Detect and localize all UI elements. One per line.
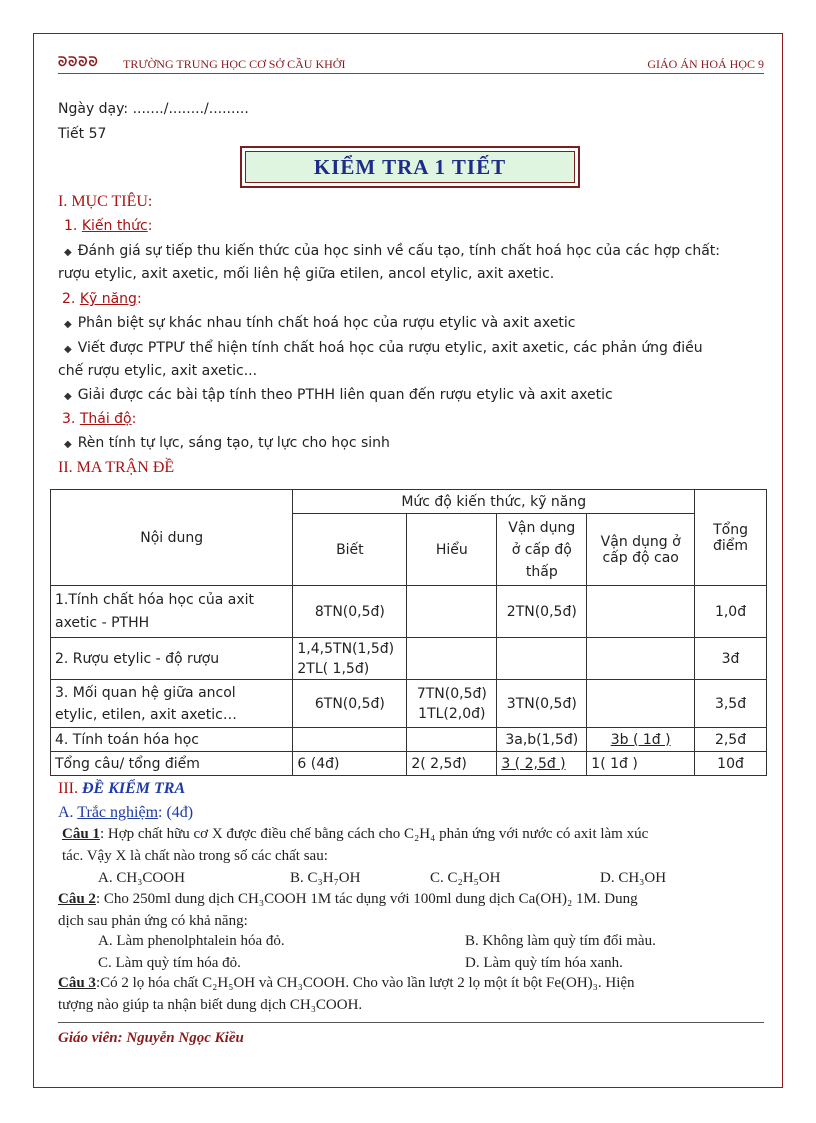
cell-apply-high: 1( 1đ ) [587,752,695,776]
bullet-icon: ◆ [64,319,72,330]
lesson-number: Tiết 57 [58,126,107,142]
section3-title: ĐỀ KIỂM TRA [81,780,186,797]
q2-option-b: B. Không làm quỳ tím đổi màu. [465,933,656,949]
skills-line-4: Giải được các bài tập tính theo PTHH liên quan đến rượu etylic và axit axetic [77,387,613,403]
cell-apply-low: 3a,b(1,5đ) [497,728,587,752]
total-header-line-2: điểm [713,537,749,554]
table-row [51,728,767,752]
cell-total: 3đ [695,638,767,680]
content-line-1: 1.Tính chất hóa học của axit [55,591,254,608]
q3-line-1 [58,975,635,992]
cell-understand [407,586,497,638]
col-header-know: Biết [293,514,407,586]
attitude-line-1: Rèn tính tự lực, sáng tạo, tự lực cho học sinh [77,435,390,451]
knowledge-num: 1. [64,218,78,234]
section3-prefix: III. [58,780,78,797]
q2-option-c: C. Làm quỳ tím hóa đỏ. [98,955,241,971]
section2-heading: II. MA TRẬN ĐỀ [58,459,175,476]
cell-content: Tổng câu/ tổng điểm [51,752,293,776]
skills-text-4 [64,387,613,403]
attitude-colon: : [131,411,137,427]
cell-content: 4. Tính toán hóa học [51,728,293,752]
q1-line-2: tác. Vậy X là chất nào trong số các chất sau: [62,848,328,864]
cell-understand [407,638,497,680]
q1-line-1 [62,826,648,843]
table-row [51,680,767,728]
cell-total: 10đ [695,752,767,776]
page-header [58,55,764,73]
q1-text-1: : Hợp chất hữu cơ X được điều chế bằng cách cho C₂H₄ phản ứng với nước có axit làm xúc [99,826,649,842]
q3-text-1: :Có 2 lọ hóa chất C₂H₅OH và CH₃COOH. Cho vào lần lượt 2 lọ một ít bột Fe(OH)₃. Hiện [95,975,635,991]
knowledge-text-1 [64,243,720,259]
cell-apply-low [497,638,587,680]
part-a-heading [58,804,193,822]
cell-content: 2. Rượu etylic - độ rượu [51,638,293,680]
cell-understand: 7TN(0,5đ) 1TL(2,0đ) [407,680,497,728]
page-title: KIỂM TRA 1 TIẾT [245,151,575,183]
q3-line-2: tượng nào giúp ta nhận biết dung dịch CH₃COOH. [58,997,363,1013]
date-line: Ngày dạy: ......./......../......... [58,101,249,117]
cell-apply-low: 2TN(0,5đ) [497,586,587,638]
bullet-icon: ◆ [64,247,72,258]
skills-label: Kỹ năng [79,291,137,307]
q1-option-a: A. CH₃COOH [98,870,185,886]
knowledge-colon: : [147,218,153,234]
attitude-num: 3. [62,411,76,427]
q1-label: Câu 1 [62,826,100,842]
col-header-understand: Hiểu [407,514,497,586]
knowledge-label: Kiến thức [81,218,148,234]
cell-apply-low: 3TN(0,5đ) [497,680,587,728]
q2-text-1: : Cho 250ml dung dịch CH₃COOH 1M tác dụng với 100ml dung dịch Ca(OH)₂ 1M. Dung [95,891,638,907]
cell-know: 1,4,5TN(1,5đ) 2TL( 1,5đ) [293,638,407,680]
cell-understand [407,728,497,752]
apply-low-line-2: ở cấp độ [511,541,572,558]
table-row [51,586,767,638]
cell-know [293,728,407,752]
q2-option-d: D. Làm quỳ tím hóa xanh. [465,955,623,971]
bullet-icon: ◆ [64,439,72,450]
col-header-apply-low [497,514,587,586]
skills-num: 2. [62,291,76,307]
cell-apply-high [587,680,695,728]
skills-line-1: Phân biệt sự khác nhau tính chất hoá học của rượu etylic và axit axetic [77,315,576,331]
apply-high-line-2: cấp độ cao [602,549,679,566]
part-a-suffix: : (4đ) [158,804,194,821]
cell-content [51,680,293,728]
table-row [51,752,767,776]
title-box [240,146,580,188]
bullet-icon: ◆ [64,344,72,355]
knowledge-text-2: rượu etylic, axit axetic, mối liên hệ giữa etilen, ancol etylic, axit axetic. [58,266,555,282]
total-header-line-1: Tổng [713,521,748,538]
cell-know: 8TN(0,5đ) [293,586,407,638]
q2-option-a: A. Làm phenolphtalein hóa đỏ. [98,933,285,949]
teacher-signature: Giáo viên: Nguyễn Ngọc Kiều [58,1030,244,1046]
q1-option-b: B. C₃H₇OH [290,870,361,886]
header-logo: ᘐᘐᘐᘐ [58,54,99,69]
attitude-text [64,435,390,451]
skills-text-1 [64,315,576,331]
q2-label: Câu 2 [58,891,96,907]
header-divider [58,73,764,74]
subject-name: GIÁO ÁN HOÁ HỌC 9 [647,57,764,71]
skills-line-2: Viết được PTPƯ thể hiện tính chất hoá học của rượu etylic, axit axetic, các phản ứng điều [77,340,703,356]
bullet-icon: ◆ [64,391,72,402]
content-line-2: axetic - PTHH [55,614,150,631]
part-a-prefix: A. [58,804,74,821]
cell-apply-high [587,586,695,638]
q1-option-d: D. CH₃OH [600,870,667,886]
part-a-label: Trắc nghiệm [77,804,159,821]
attitude-heading [62,411,136,427]
school-name: TRƯỜNG TRUNG HỌC CƠ SỞ CẦU KHỞI [123,57,346,71]
footer-divider [58,1022,764,1023]
apply-low-line-1: Vận dụng [508,519,576,536]
apply-high-line-1: Vận dụng ở [600,533,681,550]
q1-option-c: C. C₂H₅OH [430,870,501,886]
q2-line-2: dịch sau phản ứng có khả năng: [58,913,248,929]
attitude-label: Thái độ [79,411,132,427]
col-header-total [695,490,767,586]
cell-apply-low: 3 ( 2,5đ ) [497,752,587,776]
skills-text-3: chế rượu etylic, axit axetic... [58,363,258,379]
cell-know: 6 (4đ) [293,752,407,776]
knowledge-line-1: Đánh giá sự tiếp thu kiến thức của học sinh về cấu tạo, tính chất hoá học của các hợp chất: [77,243,721,259]
cell-understand: 2( 2,5đ) [407,752,497,776]
cell-total: 1,0đ [695,586,767,638]
cell-content [51,586,293,638]
matrix-table [50,489,767,776]
skills-colon: : [136,291,142,307]
cell-total: 3,5đ [695,680,767,728]
col-header-group: Mức độ kiến thức, kỹ năng [293,490,695,514]
apply-low-line-3: thấp [525,563,558,580]
skills-text-2 [64,340,703,356]
content-line-1: 3. Mối quan hệ giữa ancol [55,684,236,701]
section1-heading: I. MỤC TIÊU: [58,193,153,210]
cell-apply-high [587,638,695,680]
table-row [51,638,767,680]
cell-total: 2,5đ [695,728,767,752]
q3-label: Câu 3 [58,975,96,991]
content-line-2: etylic, etilen, axit axetic… [55,706,237,723]
col-header-content: Nội dung [51,490,293,586]
section3-heading [58,780,185,798]
col-header-apply-high [587,514,695,586]
cell-know: 6TN(0,5đ) [293,680,407,728]
cell-apply-high: 3b ( 1đ ) [587,728,695,752]
skills-heading [62,291,142,307]
q2-line-1 [58,891,638,908]
knowledge-heading [64,218,152,234]
